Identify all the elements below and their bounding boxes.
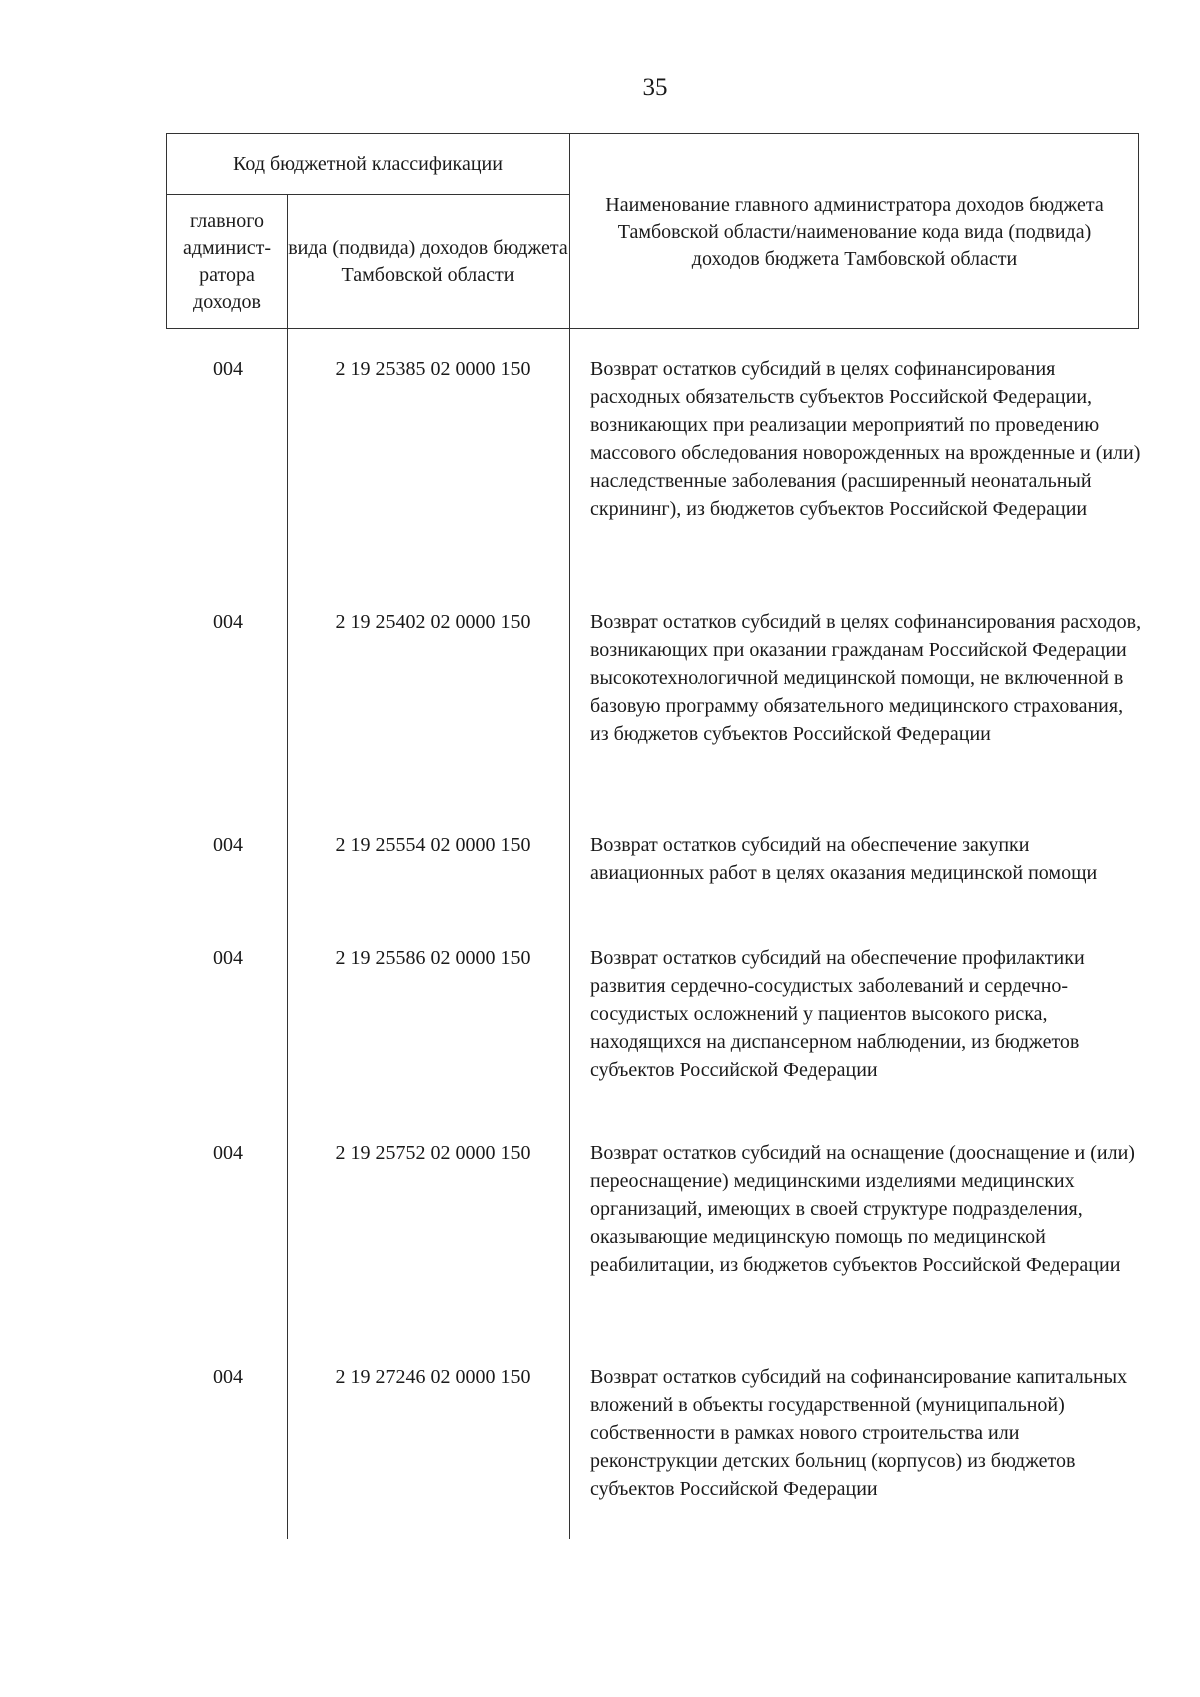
header-budget-code: Код бюджетной классификации	[233, 152, 503, 175]
admin-code: 004	[213, 947, 243, 969]
income-code: 2 19 27246 02 0000 150	[335, 1366, 531, 1388]
income-name: Возврат остатков субсидий в целях софинансирования расходов, возникающих при оказании гражданам Российской Федерации высокотехнологичной медицинской помощи, не включенной в базовую программу обязательного медицинского страхования, из бюджетов субъектов Российской Федерации	[590, 611, 1142, 745]
header-admin-column: главного админист-ратора доходов	[182, 210, 272, 313]
income-name: Возврат остатков субсидий в целях софинансирования расходных обязательств субъектов Российской Федерации, возникающих при реализации мероприятий по проведению массового обследования новорожденных на врожденные и (или) наследственные заболевания (расширенный неонатальный скрининг), из бюджетов субъектов Российской Федерации	[590, 358, 1141, 520]
income-code: 2 19 25554 02 0000 150	[335, 834, 531, 856]
income-code: 2 19 25385 02 0000 150	[335, 358, 531, 380]
admin-code: 004	[213, 1142, 243, 1164]
header-kind-column: вида (подвида) доходов бюджета Тамбовской области	[288, 237, 568, 286]
admin-code: 004	[213, 834, 243, 856]
table-header	[166, 133, 1139, 329]
income-name: Возврат остатков субсидий на обеспечение закупки авиационных работ в целях оказания медицинской помощи	[590, 834, 1098, 884]
admin-code: 004	[213, 611, 243, 633]
page-number: 35	[642, 74, 668, 101]
admin-code: 004	[213, 1366, 243, 1388]
column-line-right	[569, 329, 570, 1539]
income-name: Возврат остатков субсидий на софинансирование капитальных вложений в объекты государственной (муниципальной) собственности в рамках нового строительства или реконструкции детских больниц (корпусов) из бюджетов субъектов Российской Федерации	[590, 1366, 1128, 1500]
column-line-left	[287, 329, 288, 1539]
admin-code: 004	[213, 358, 243, 380]
income-code: 2 19 25752 02 0000 150	[335, 1142, 531, 1164]
income-code: 2 19 25586 02 0000 150	[335, 947, 531, 969]
header-name-column: Наименование главного администратора доходов бюджета Тамбовской области/наименование кода вида (подвида) доходов бюджета Тамбовской области	[605, 193, 1104, 270]
income-name: Возврат остатков субсидий на оснащение (дооснащение и (или) переоснащение) медицинскими изделиями медицинских организаций, имеющих в своей структуре подразделения, оказывающие медицинскую помощь по медицинской реабилитации, из бюджетов субъектов Российской Федерации	[590, 1142, 1135, 1276]
income-name: Возврат остатков субсидий на обеспечение профилактики развития сердечно-сосудистых заболеваний и сердечно-сосудистых осложнений у пациентов высокого риска, находящихся на диспансерном наблюдении, из бюджетов субъектов Российской Федерации	[590, 947, 1085, 1081]
income-code: 2 19 25402 02 0000 150	[335, 611, 531, 633]
